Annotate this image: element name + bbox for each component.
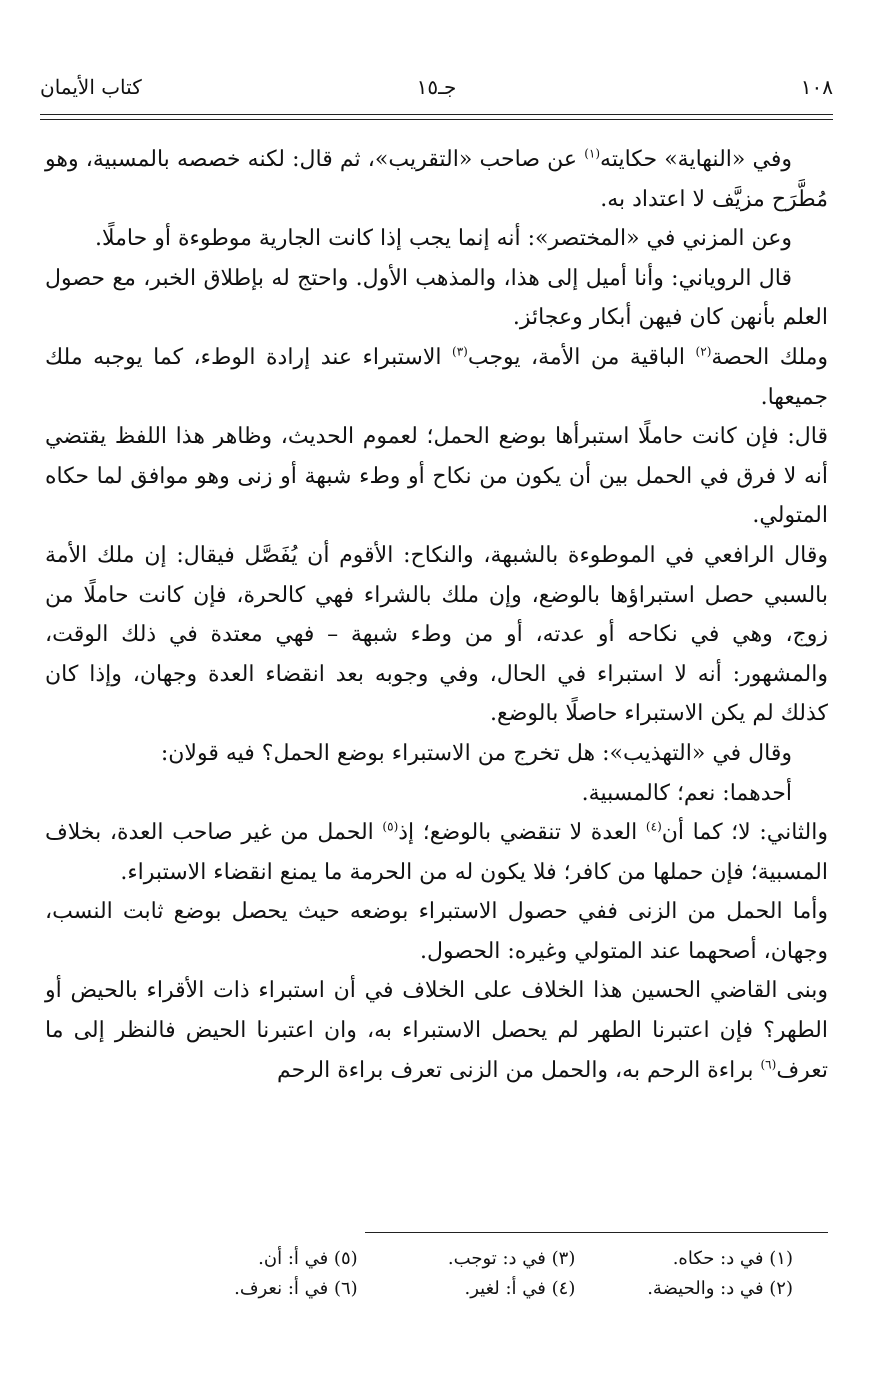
paragraph: [45, 417, 828, 536]
footnote: (٦) في أ: نعرف.: [234, 1278, 358, 1299]
footnote-ref: (٥): [382, 819, 399, 834]
paragraph-text: العدة لا تنقضي بالوضع؛ إذ: [398, 820, 646, 846]
page-number: ١٠٨: [800, 75, 833, 99]
paragraph: [45, 813, 828, 892]
main-text: [45, 140, 828, 1090]
paragraph: [45, 734, 828, 774]
paragraph-text: وقال في «التهذيب»: هل تخرج من الاستبراء بوضع الحمل؟ فيه قولان:: [160, 740, 792, 766]
book-title: كتاب الأيمان: [40, 75, 142, 99]
footnote-ref: (٤): [645, 819, 662, 834]
footnote: (١) في د: حكاه.: [672, 1248, 793, 1269]
footnote-separator: [365, 1232, 828, 1233]
footnote-ref: (١): [584, 146, 601, 161]
paragraph-text: عن صاحب «التقريب»، ثم قال: لكنه خصصه بالمسبية، وهو مُطَّرَح مزيَّف لا اعتداد به.: [45, 147, 828, 212]
paragraph-text: الاستبراء عند إرادة الوطء، كما يوجبه ملك جميعها.: [45, 344, 828, 410]
paragraph-text: قال الروياني: وأنا أميل إلى هذا، والمذهب الأول. واحتج له بإطلاق الخبر، مع حصول العلم بأنهن كان فيهن أبكار وعجائز.: [45, 265, 828, 331]
paragraph-text: براءة الرحم به، والحمل من الزنى تعرف براءة الرحم: [277, 1057, 761, 1083]
paragraph-text: وأما الحمل من الزنى ففي حصول الاستبراء بوضعه حيث يحصل بوضع ثابت النسب، وجهان، أصحهما عند المتولي وغيره: الحصول.: [45, 899, 828, 964]
paragraph-text: الحمل من غير صاحب العدة، بخلاف المسبية؛ فإن حملها من كافر؛ فلا يكون له من الحرمة ما يمنع انقضاء الاستبراء.: [45, 820, 828, 885]
paragraph-text: وفي «النهاية» حكايته: [600, 147, 792, 172]
footnote-ref: (٦): [760, 1057, 777, 1072]
paragraph-text: وبنى القاضي الحسين هذا الخلاف على الخلاف في أن استبراء ذات الأقراء بالحيض أو الطهر؟ فإن اعتبرنا الطهر لم يحصل الاستبراء به، وان اعتبرنا الحيض فالنظر إلى ما تعرف: [45, 978, 828, 1083]
footnote: (٢) في د: والحيضة.: [647, 1278, 793, 1299]
header-rule-bottom: [40, 119, 833, 120]
page-header: [40, 70, 833, 104]
paragraph: [45, 536, 828, 734]
paragraph-text: وملك الحصة: [711, 344, 829, 370]
volume-label: جـ١٥: [416, 75, 457, 99]
header-rule-top: [40, 114, 833, 115]
paragraph-text: أحدهما: نعم؛ كالمسبية.: [581, 780, 792, 806]
paragraph-text: وعن المزني في «المختصر»: أنه إنما يجب إذا كانت الجارية موطوءة أو حاملًا.: [95, 226, 792, 252]
paragraph: [45, 338, 828, 417]
paragraph: [45, 971, 828, 1090]
footnote: (٥) في أ: أن.: [258, 1248, 358, 1269]
paragraph: [45, 219, 828, 259]
footnote: (٤) في أ: لغير.: [464, 1278, 576, 1299]
paragraph: [45, 140, 828, 219]
paragraph-text: وقال الرافعي في الموطوءة بالشبهة، والنكاح: الأقوم أن يُفَصَّل فيقال: إن ملك الأمة بالسبي حصل استبراؤها بالوضع، وإن ملك بالشراء فهي كالحرة، فإن كانت حاملًا من زوج، وهي في نكاحه أو عدته، أو من وطء شبهة – فهي معتدة في ذلك الوقت، والمشهور: أنه لا استبراء في الحال، وفي وجوبه بعد انقضاء العدة وجهان، وإذا كان كذلك لم يكن الاستبراء حاصلًا بالوضع.: [45, 542, 828, 727]
paragraph-text: قال: فإن كانت حاملًا استبرأها بوضع الحمل؛ لعموم الحديث، وظاهر هذا اللفظ يقتضي أنه لا فرق في الحمل بين أن يكون من نكاح أو وطء شبهة أو زنى وهو موافق لما حكاه المتولي.: [45, 424, 828, 529]
footnote-ref: (٣): [452, 344, 468, 359]
footnote: (٣) في د: توجب.: [447, 1248, 576, 1269]
paragraph-text: الباقية من الأمة، يوجب: [467, 344, 696, 370]
footnote-ref: (٢): [695, 344, 712, 359]
paragraph: [45, 892, 828, 971]
footnotes: [140, 1245, 793, 1303]
paragraph-text: والثاني: لا؛ كما أن: [661, 820, 828, 846]
paragraph: [45, 774, 828, 814]
paragraph: [45, 259, 828, 338]
